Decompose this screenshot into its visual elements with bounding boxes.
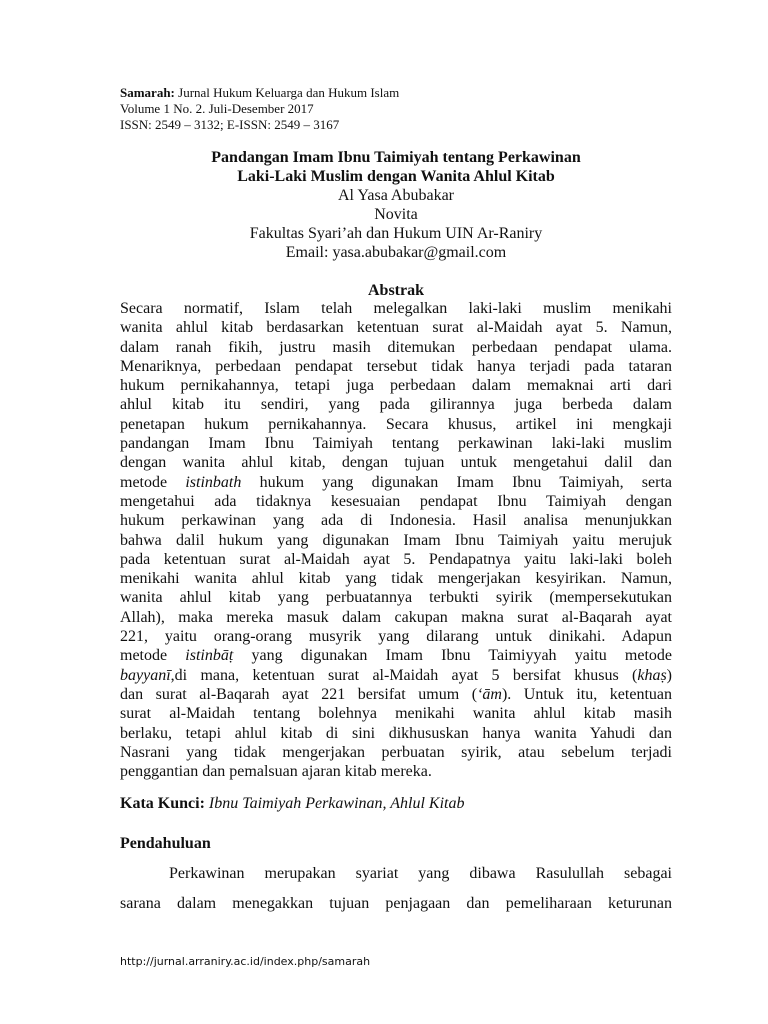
author-2: Novita (374, 206, 418, 223)
abstract-term-khas: khaṣ (637, 666, 667, 684)
abstract-term-istinbat: istinbāṭ (185, 647, 234, 665)
abstract-line: berlaku, tetapi ahlul kitab di sini dikhususkan hanya wanita Yahudi dan (120, 724, 672, 742)
abstract-line: Menariknya, perbedaan pendapat tersebut tidak hanya terjadi pada tataran (120, 357, 672, 375)
abstract-line: mengetahui ada tidaknya kesesuaian pendapat Ibnu Taimiyah dengan (120, 492, 672, 510)
journal-header (120, 85, 399, 133)
journal-volume: Volume 1 No. 2. Juli-Desember 2017 (120, 101, 314, 116)
intro-line: Perkawinan merupakan syariat yang dibawa Rasulullah sebagai (169, 865, 672, 882)
abstract-body (120, 299, 672, 781)
abstract-line: penggantian dan pemalsuan ajaran kitab mereka. (120, 763, 432, 781)
abstract-line: dengan wanita ahlul kitab, dengan tujuan untuk mengetahui dalil dan (120, 454, 672, 472)
journal-name: Jurnal Hukum Keluarga dan Hukum Islam (178, 85, 400, 100)
abstract-line: Allah), maka mereka masuk dalam cakupan makna surat al-Baqarah ayat (120, 608, 672, 626)
abstract-line (120, 685, 672, 704)
affiliation: Fakultas Syari’ah dan Hukum UIN Ar-Raniry (249, 225, 543, 242)
article-title-line-2: Laki-Laki Muslim dengan Wanita Ahlul Kitab (237, 168, 555, 185)
abstract-text: hukum yang digunakan Imam Ibnu Taimiyah, serta (241, 473, 673, 491)
keywords-value: Ibnu Taimiyah Perkawinan, Ahlul Kitab (208, 795, 465, 812)
abstract-text: ,di mana, ketentuan surat al-Maidah ayat 5 bersifat khusus ( (170, 666, 638, 684)
abstract-line: Nasrani yang tidak mengerjakan perbuatan syirik, atau sebelum terjadi (120, 743, 672, 761)
abstract-line: wanita ahlul kitab yang perbuatannya terbukti syirik (mempersekutukan (120, 589, 672, 607)
abstract-line: Secara normatif, Islam telah melegalkan laki-laki muslim menikahi (120, 300, 672, 317)
abstract-line (120, 666, 672, 685)
abstract-line: dalam ranah fikih, justru masih ditemukan perbedaan pendapat ulama. (120, 338, 672, 356)
journal-label: Samarah: (120, 85, 175, 100)
article-title-block (120, 148, 672, 262)
article-title-line-1: Pandangan Imam Ibnu Taimiyah tentang Perkawinan (211, 149, 581, 166)
abstract-text: yang digunakan Imam Ibnu Taimiyyah yaitu metode (233, 647, 672, 665)
keywords-label: Kata Kunci: (120, 795, 205, 812)
footer-url-link[interactable]: http://jurnal.arraniry.ac.id/index.php/samarah (120, 955, 371, 968)
abstract-line: wanita ahlul kitab berdasarkan ketentuan surat al-Maidah ayat 5. Namun, (120, 319, 672, 337)
abstract-line: menikahi wanita ahlul kitab yang tidak mengerjakan kesyirikan. Namun, (120, 570, 672, 588)
abstract-line (120, 646, 672, 665)
abstract-line: hukum pernikahannya, tetapi juga perbedaan dalam memaknai arti dari (120, 377, 672, 395)
abstract-heading: Abstrak (367, 282, 424, 299)
intro-line: sarana dalam menegakkan tujuan penjagaan dan pemeliharaan keturunan (120, 895, 672, 912)
abstract-text: ) (666, 666, 672, 684)
abstract-line: pandangan Imam Ibnu Taimiyah tentang perkawinan laki-laki muslim (120, 435, 672, 453)
abstract-text: dan surat al-Baqarah ayat 221 bersifat umum ( (120, 685, 478, 703)
abstract-line: penetapan hukum pernikahannya. Secara khusus, artikel ini mengkaji (120, 415, 672, 433)
abstract-term-am: ‘ām (477, 685, 502, 703)
abstract-line: bahwa dalil hukum yang digunakan Imam Ibnu Taimiyah yaitu merujuk (120, 531, 672, 549)
abstract-text: ). Untuk itu, ketentuan (501, 685, 672, 703)
abstract-text: metode (120, 473, 186, 491)
journal-issn: ISSN: 2549 – 3132; E-ISSN: 2549 – 3167 (120, 117, 340, 132)
abstract-line: 221, yaitu orang-orang musyrik yang dilarang untuk dinikahi. Adapun (120, 628, 672, 646)
abstract-line (120, 473, 672, 492)
abstract-line: surat al-Maidah tentang bolehnya menikahi wanita ahlul kitab masih (120, 705, 672, 723)
keywords (120, 794, 464, 814)
section-heading-pendahuluan: Pendahuluan (120, 835, 211, 852)
abstract-line: ahlul kitab itu sendiri, yang pada gilirannya juga berbeda dalam (120, 396, 672, 414)
abstract-text: metode (120, 647, 186, 665)
abstract-term-bayyani: bayyanī (120, 666, 171, 684)
author-email: Email: yasa.abubakar@gmail.com (285, 244, 507, 261)
abstract-line: pada ketentuan surat al-Maidah ayat 5. Pendapatnya yaitu laki-laki boleh (120, 550, 672, 568)
intro-body (120, 859, 672, 919)
author-1: Al Yasa Abubakar (338, 187, 454, 204)
journal-name-line (120, 85, 399, 101)
abstract-line: hukum perkawinan yang ada di Indonesia. Hasil analisa menunjukkan (120, 512, 672, 530)
abstract-term-istinbath: istinbath (185, 473, 242, 491)
